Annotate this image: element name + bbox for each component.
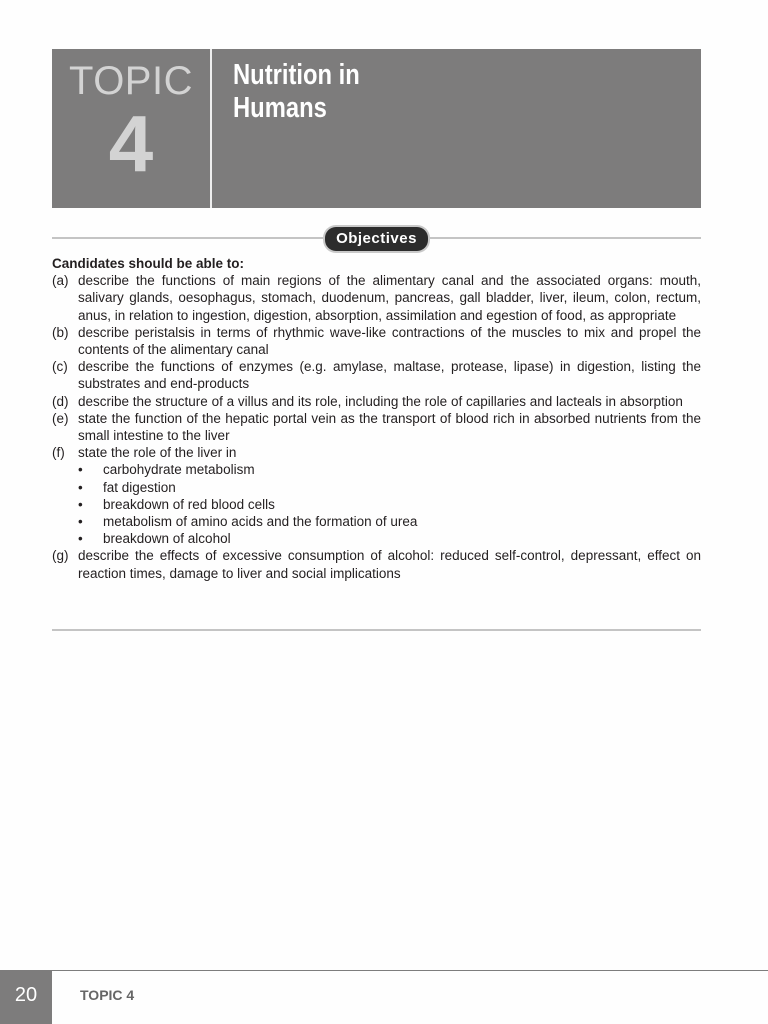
sub-list-item: [52, 479, 701, 496]
bullet: •: [78, 462, 83, 478]
sub-item-text: breakdown of red blood cells: [103, 496, 275, 512]
item-text: describe the functions of main regions of the alimentary canal and the associated organs: mouth, salivary glands, oesophagus, stomach, duodenum, pancreas, gall bladder, liver, ileum, colon, rectum, anus, in relation to ingestion, digestion, absorption, assimilation and egestion of food, as appropriate: [78, 273, 701, 323]
objectives-end-divider: [52, 629, 701, 631]
objectives-intro: Candidates should be able to:: [52, 256, 245, 271]
item-text: state the function of the hepatic portal vein as the transport of blood rich in absorbed nutrients from the small intestine to the liver: [78, 410, 701, 444]
objectives-list: [52, 255, 701, 582]
title-line-1: Nutrition in: [233, 59, 360, 91]
bullet: •: [78, 479, 83, 495]
list-item: [52, 358, 701, 392]
sub-list-item: [52, 530, 701, 547]
item-text: describe the structure of a villus and its role, including the role of capillaries and lacteals in absorption: [78, 393, 683, 409]
item-label: (g): [52, 548, 69, 564]
sub-item-text: carbohydrate metabolism: [103, 462, 255, 478]
list-item: [52, 547, 701, 581]
topic-number: 4: [108, 99, 154, 188]
page-title: [233, 59, 577, 125]
objectives-badge: Objectives: [325, 227, 428, 251]
sub-list-item: [52, 496, 701, 513]
sub-list-item: [52, 461, 701, 478]
list-item: [52, 393, 701, 410]
sub-item-text: breakdown of alcohol: [103, 531, 231, 547]
topic-word: TOPIC: [68, 59, 193, 103]
item-label: (e): [52, 410, 69, 426]
item-label: (d): [52, 393, 69, 409]
list-item: [52, 272, 701, 324]
bullet: •: [78, 531, 83, 547]
sub-list-item: [52, 513, 701, 530]
topic-banner: [52, 49, 701, 208]
item-label: (c): [52, 359, 68, 375]
item-label: (a): [52, 273, 69, 289]
sub-item-text: metabolism of amino acids and the formation of urea: [103, 514, 418, 530]
footer-divider: [52, 970, 768, 971]
list-item: [52, 444, 701, 461]
topic-number-box: [52, 49, 212, 208]
list-item: [52, 410, 701, 444]
bullet: •: [78, 496, 83, 512]
list-item: [52, 324, 701, 358]
item-label: (f): [52, 445, 65, 461]
item-label: (b): [52, 324, 69, 340]
item-text: state the role of the liver in: [78, 445, 237, 461]
sub-item-text: fat digestion: [103, 479, 176, 495]
title-line-2: Humans: [233, 92, 327, 124]
footer-topic-label: TOPIC 4: [80, 987, 135, 1003]
page-number: 20: [0, 970, 52, 1024]
item-text: describe peristalsis in terms of rhythmic wave-like contractions of the muscles to mix and propel the contents of the alimentary canal: [78, 324, 701, 358]
bullet: •: [78, 514, 83, 530]
item-text: describe the effects of excessive consumption of alcohol: reduced self-control, depressant, effect on reaction times, damage to liver and social implications: [78, 548, 701, 581]
item-text: describe the functions of enzymes (e.g. amylase, maltase, protease, lipase) in digestion, listing the substrates and end-products: [78, 359, 701, 392]
